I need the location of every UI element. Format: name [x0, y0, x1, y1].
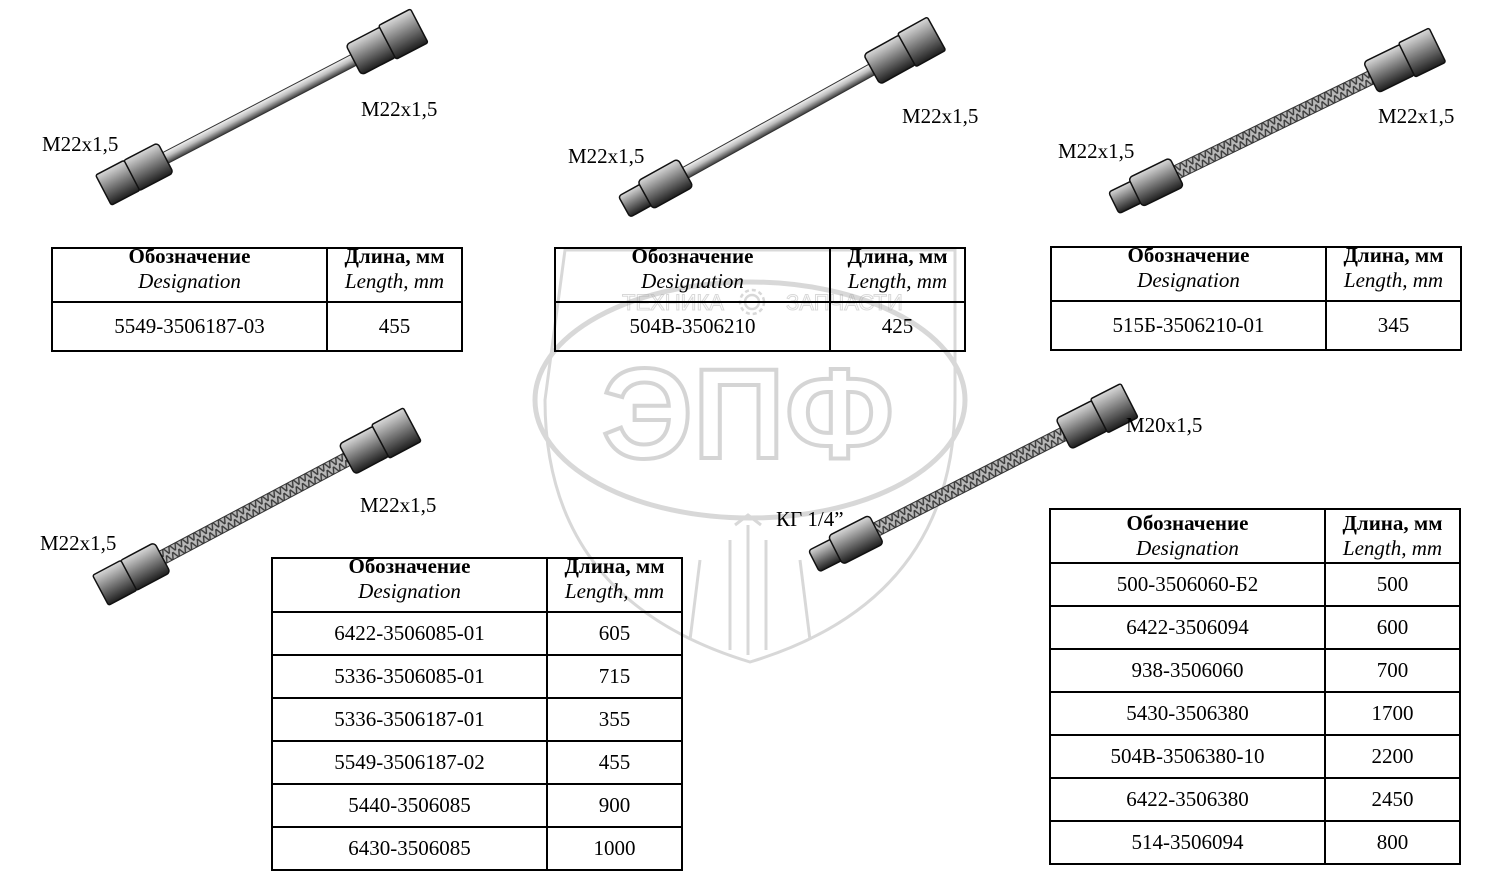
watermark-text-right: ЗАПЧАСТИ	[786, 290, 903, 315]
designation-cell: 6422-3506085-01	[272, 612, 547, 655]
watermark-text-left: ТЕХНИКА	[622, 290, 724, 315]
tube-2-right-thread-label: M22x1,5	[902, 104, 979, 128]
length-header: Длина, мм Length, mm	[1325, 509, 1460, 563]
length-header: Длина, мм Length, mm	[830, 248, 965, 302]
designation-cell: 5336-3506085-01	[272, 655, 547, 698]
length-cell: 1700	[1325, 692, 1460, 735]
tube-1-right-thread-label: M22x1,5	[361, 97, 438, 121]
spec-table-5	[1049, 508, 1461, 865]
length-cell: 715	[547, 655, 682, 698]
length-cell: 605	[547, 612, 682, 655]
length-cell: 1000	[547, 827, 682, 870]
designation-header: Обозначение Designation	[52, 248, 327, 302]
length-header: Длина, мм Length, mm	[1326, 247, 1461, 301]
designation-cell: 504В-3506210	[555, 302, 830, 351]
designation-header: Обозначение Designation	[1050, 509, 1325, 563]
watermark-big-letters: ЭПФ	[601, 343, 895, 486]
designation-cell: 5430-3506380	[1050, 692, 1325, 735]
tube-2-smooth	[615, 17, 946, 223]
tube-5-right-thread-label: M20x1,5	[1126, 413, 1203, 437]
length-cell: 2450	[1325, 778, 1460, 821]
designation-header: Обозначение Designation	[272, 558, 547, 612]
tube-3-left-thread-label: M22x1,5	[1058, 139, 1135, 163]
length-cell: 455	[327, 302, 462, 351]
length-cell: 600	[1325, 606, 1460, 649]
designation-cell: 6422-3506094	[1050, 606, 1325, 649]
designation-cell: 5336-3506187-01	[272, 698, 547, 741]
length-cell: 500	[1325, 563, 1460, 606]
spec-table-3	[1050, 243, 1462, 351]
designation-cell: 500-3506060-Б2	[1050, 563, 1325, 606]
designation-cell: 514-3506094	[1050, 821, 1325, 864]
designation-cell: 504В-3506380-10	[1050, 735, 1325, 778]
designation-cell: 6430-3506085	[272, 827, 547, 870]
designation-cell: 5440-3506085	[272, 784, 547, 827]
length-cell: 425	[830, 302, 965, 351]
tube-2-left-thread-label: M22x1,5	[568, 144, 645, 168]
length-header: Длина, мм Length, mm	[547, 558, 682, 612]
tube-4-left-thread-label: M22x1,5	[40, 531, 117, 555]
designation-cell: 5549-3506187-03	[52, 302, 327, 351]
designation-header: Обозначение Designation	[1051, 247, 1326, 301]
length-cell: 355	[547, 698, 682, 741]
spec-table-2	[554, 244, 966, 352]
length-cell: 700	[1325, 649, 1460, 692]
length-header: Длина, мм Length, mm	[327, 248, 462, 302]
designation-cell: 6422-3506380	[1050, 778, 1325, 821]
spec-table-4	[271, 554, 683, 871]
tube-5-left-thread-label: КГ 1/4”	[776, 507, 844, 531]
tube-3-right-thread-label: M22x1,5	[1378, 104, 1455, 128]
designation-cell: 5549-3506187-02	[272, 741, 547, 784]
watermark-wheat-icon	[690, 515, 810, 655]
designation-header: Обозначение Designation	[555, 248, 830, 302]
length-cell: 900	[547, 784, 682, 827]
length-cell: 455	[547, 741, 682, 784]
length-cell: 2200	[1325, 735, 1460, 778]
designation-cell: 938-3506060	[1050, 649, 1325, 692]
tube-1-left-thread-label: M22x1,5	[42, 132, 119, 156]
designation-cell: 515Б-3506210-01	[1051, 301, 1326, 350]
length-cell: 345	[1326, 301, 1461, 350]
tube-4-right-thread-label: M22x1,5	[360, 493, 437, 517]
spec-table-1	[51, 244, 463, 352]
length-cell: 800	[1325, 821, 1460, 864]
